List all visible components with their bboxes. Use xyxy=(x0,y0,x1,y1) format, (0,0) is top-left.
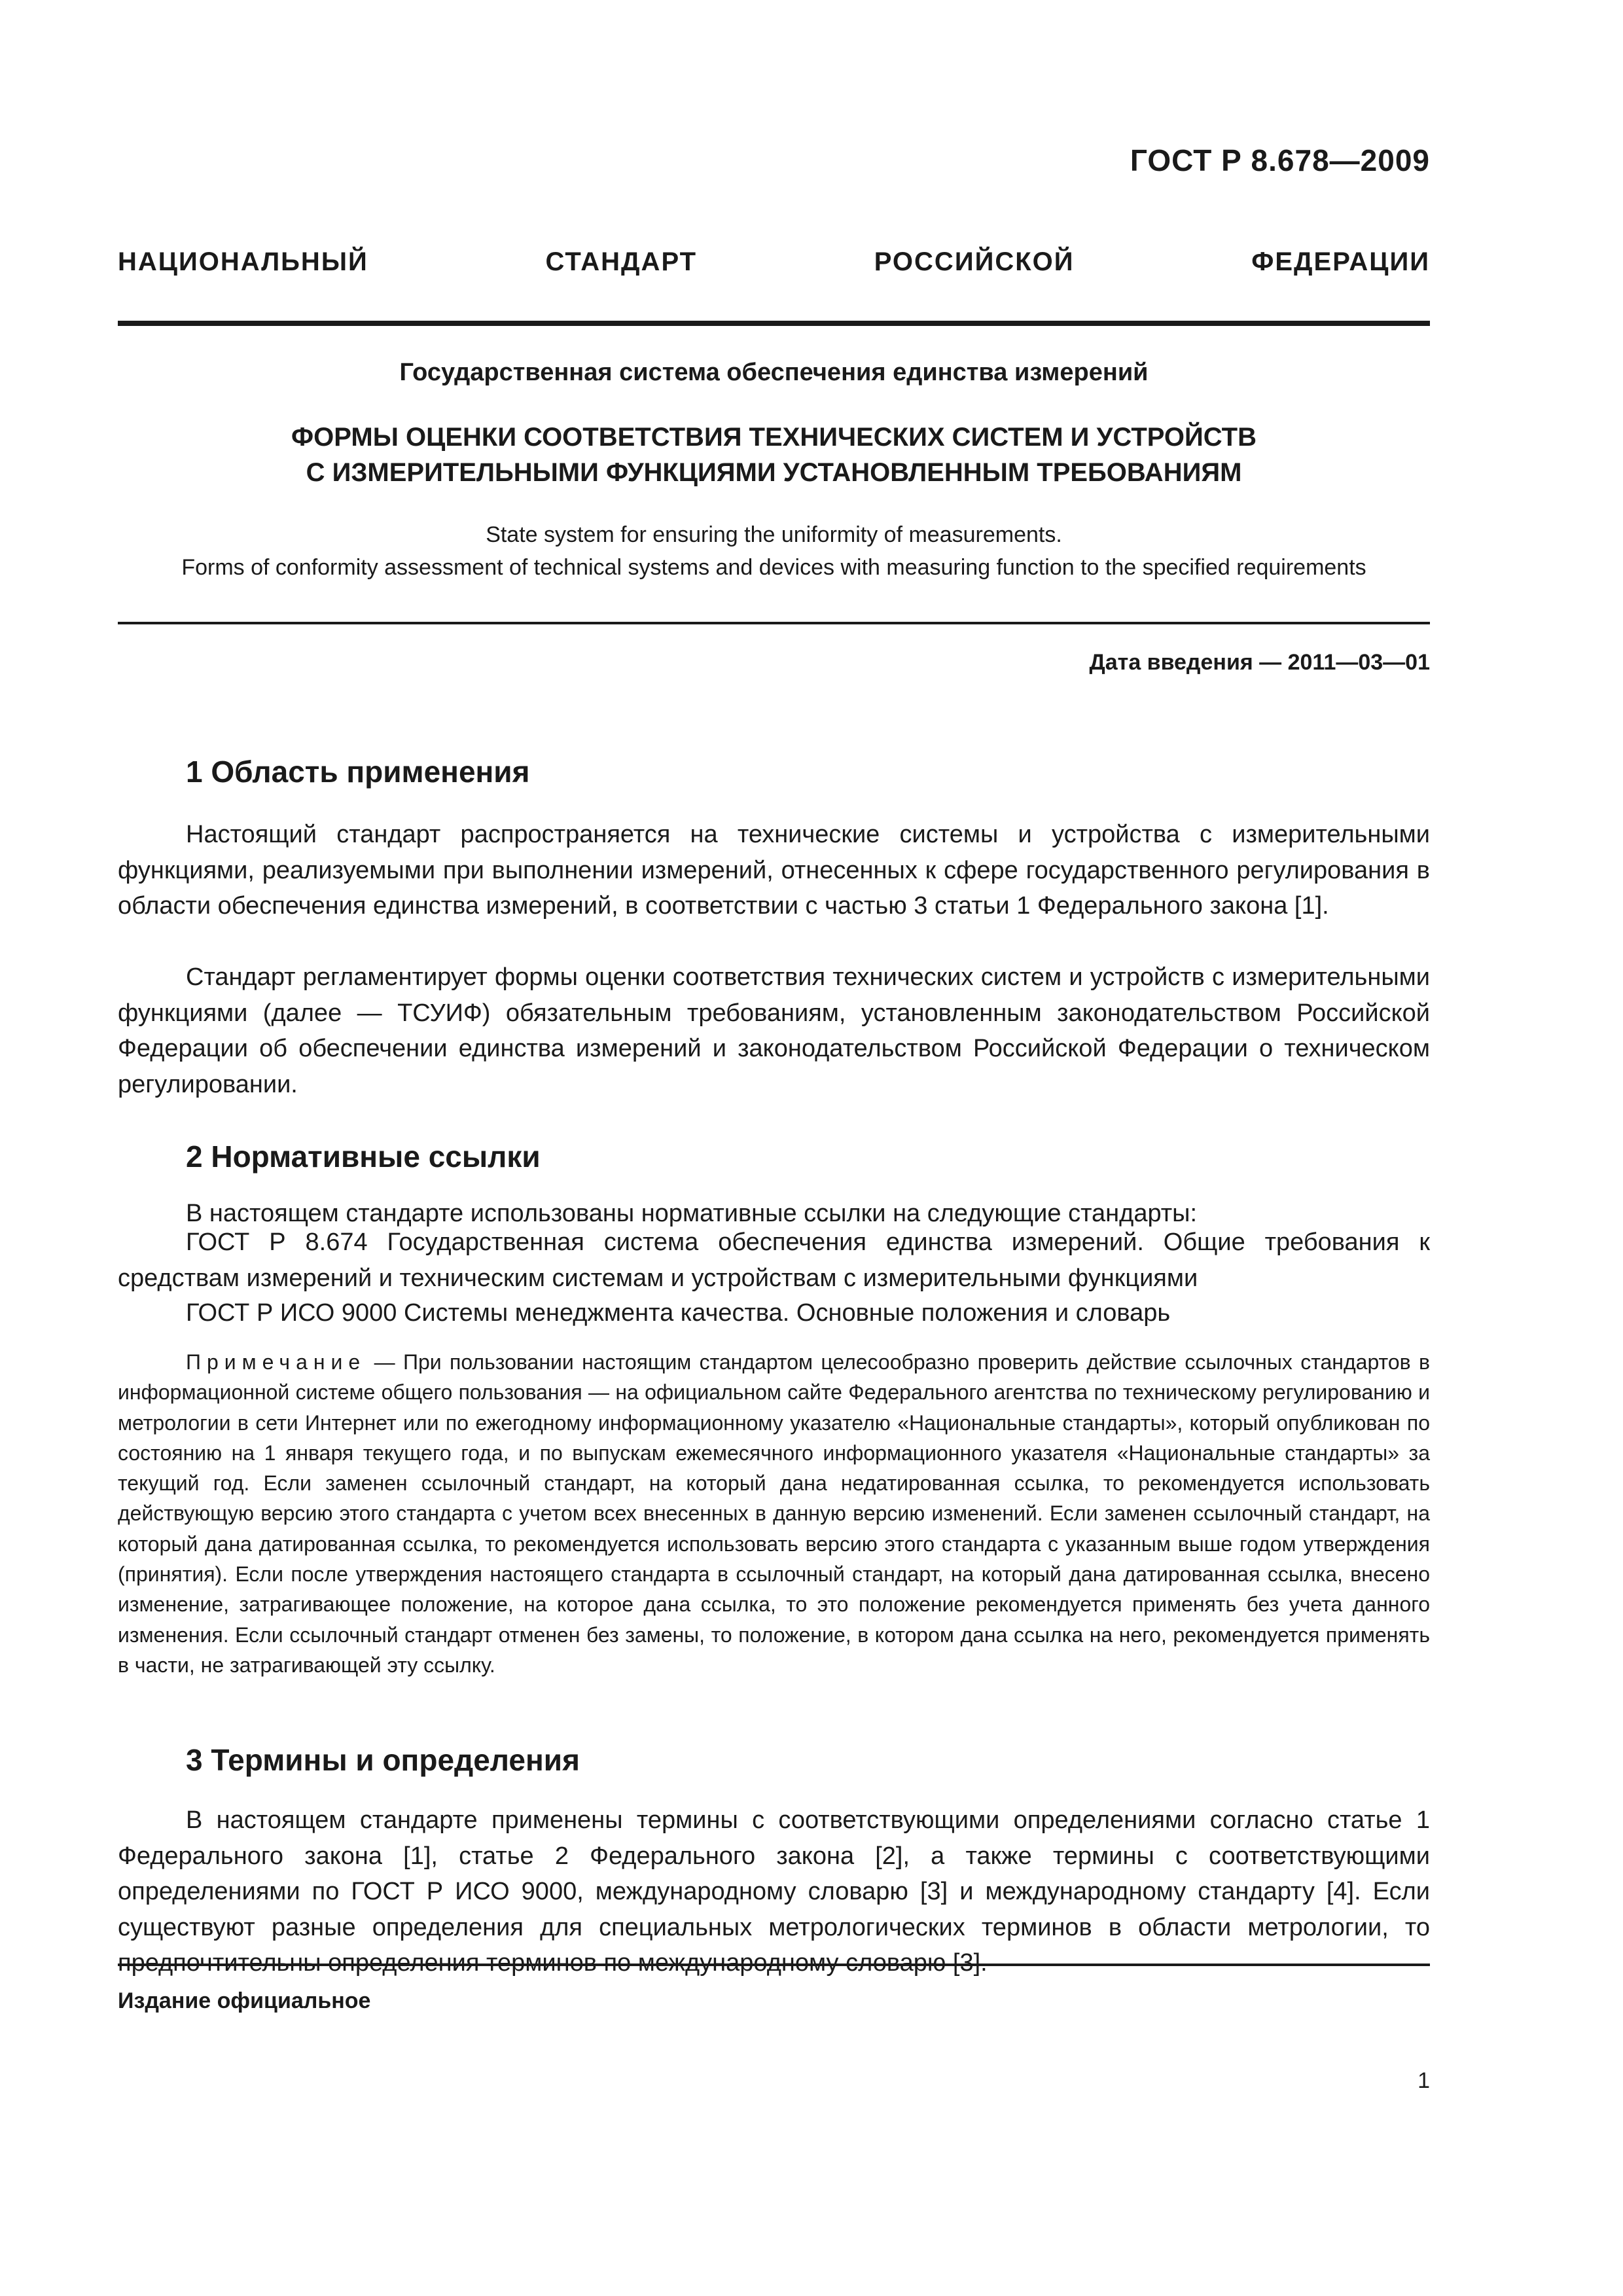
english-title-line-2: Forms of conformity assessment of technical systems and devices with measuring function to the specified requirements xyxy=(181,555,1366,580)
section-2-note: Примечание — При пользовании настоящим стандартом целесообразно проверить действие ссылочных стандартов в информационной системе общего пользования — на официальном сайте Федерального агентства по техническому регулированию и метрологии в сети Интернет или по ежегодному информационному указателю «Национальные стандарты», который опубликован по состоянию на 1 января текущего года, и по выпускам ежемесячного информационного указателя «Национальные стандарты» за текущий год. Если заменен ссылочный стандарт, на который дана недатированная ссылка, то рекомендуется использовать действующую версию этого стандарта с учетом всех внесенных в данную версию изменений. Если заменен ссылочный стандарт, на который дана датированная ссылка, то рекомендуется использовать версию этого стандарта с указанным выше годом утверждения (принятия). Если после утверждения настоящего стандарта в ссылочный стандарт, на который дана датированная ссылка, внесено изменение, затрагивающее положение, на которое дана ссылка, то это положение рекомендуется применять без учета данного изменения. Если ссылочный стандарт отменен без замены, то положение, в котором дана ссылка на него, рекомендуется применять в части, не затрагивающей эту ссылку. xyxy=(118,1350,1431,1677)
normative-reference-1: ГОСТ Р 8.674 Государственная система обеспечения единства измерений. Общие требования к средствам измерений и техническим системам и устройствам с измерительными функциями xyxy=(118,1229,1430,1292)
normative-reference-2: ГОСТ Р ИСО 9000 Системы менеджмента качества. Основные положения и словарь xyxy=(186,1299,1171,1327)
document-title-line-1: ФОРМЫ ОЦЕНКИ СООТВЕТСТВИЯ ТЕХНИЧЕСКИХ СИСТЕМ И УСТРОЙСТВ xyxy=(291,423,1257,452)
english-title-line-1: State system for ensuring the uniformity of measurements. xyxy=(486,522,1062,547)
note-label: Примечание xyxy=(186,1350,366,1374)
introduction-date: Дата введения — 2011—03—01 xyxy=(1089,650,1430,675)
header-divider xyxy=(118,321,1430,326)
title-divider xyxy=(118,622,1430,624)
section-2-heading: 2 Нормативные ссылки xyxy=(186,1139,541,1174)
section-1-heading: 1 Область применения xyxy=(186,755,530,789)
section-2-intro: В настоящем стандарте использованы нормативные ссылки на следующие стандарты: xyxy=(186,1200,1198,1227)
section-3-paragraph-1: В настоящем стандарте применены термины с соответствующими определениями согласно статье 1 Федерального закона [1], статье 2 Федерального закона [2], а также термины с соответствующими определениями по ГОСТ Р ИСО 9000, международному словарю [3] и международному стандарту [4]. Если существуют разные определения для специальных метрологических терминов в области метрологии, то предпочтительны определения терминов по международному словарю [3]. xyxy=(118,1806,1430,1977)
footer-divider xyxy=(118,1964,1430,1966)
national-standard-banner: НАЦИОНАЛЬНЫЙ СТАНДАРТ РОССИЙСКОЙ ФЕДЕРАЦИИ xyxy=(118,247,1430,276)
page-number: 1 xyxy=(1418,2068,1430,2093)
section-1-paragraph-1: Настоящий стандарт распространяется на технические системы и устройства с измерительными функциями, реализуемыми при выполнении измерений, отнесенных к сфере государственного регулирования в области обеспечения единства измерений, в соответствии с частью 3 статьи 1 Федерального закона [1]. xyxy=(118,821,1430,920)
system-name: Государственная система обеспечения единства измерений xyxy=(399,359,1149,386)
official-edition-label: Издание официальное xyxy=(118,1988,371,2013)
section-3-heading: 3 Термины и определения xyxy=(186,1743,580,1777)
document-title-line-2: С ИЗМЕРИТЕЛЬНЫМИ ФУНКЦИЯМИ УСТАНОВЛЕННЫМ ТРЕБОВАНИЯМ xyxy=(306,458,1242,487)
document-code: ГОСТ Р 8.678—2009 xyxy=(1130,143,1430,177)
section-1-paragraph-2: Стандарт регламентирует формы оценки соответствия технических систем и устройств с измерительными функциями (далее — ТСУИФ) обязательным требованиям, установленным законодательством Российской Федерации об обеспечении единства измерений и законодательством Российской Федерации о техническом регулировании. xyxy=(118,963,1430,1098)
